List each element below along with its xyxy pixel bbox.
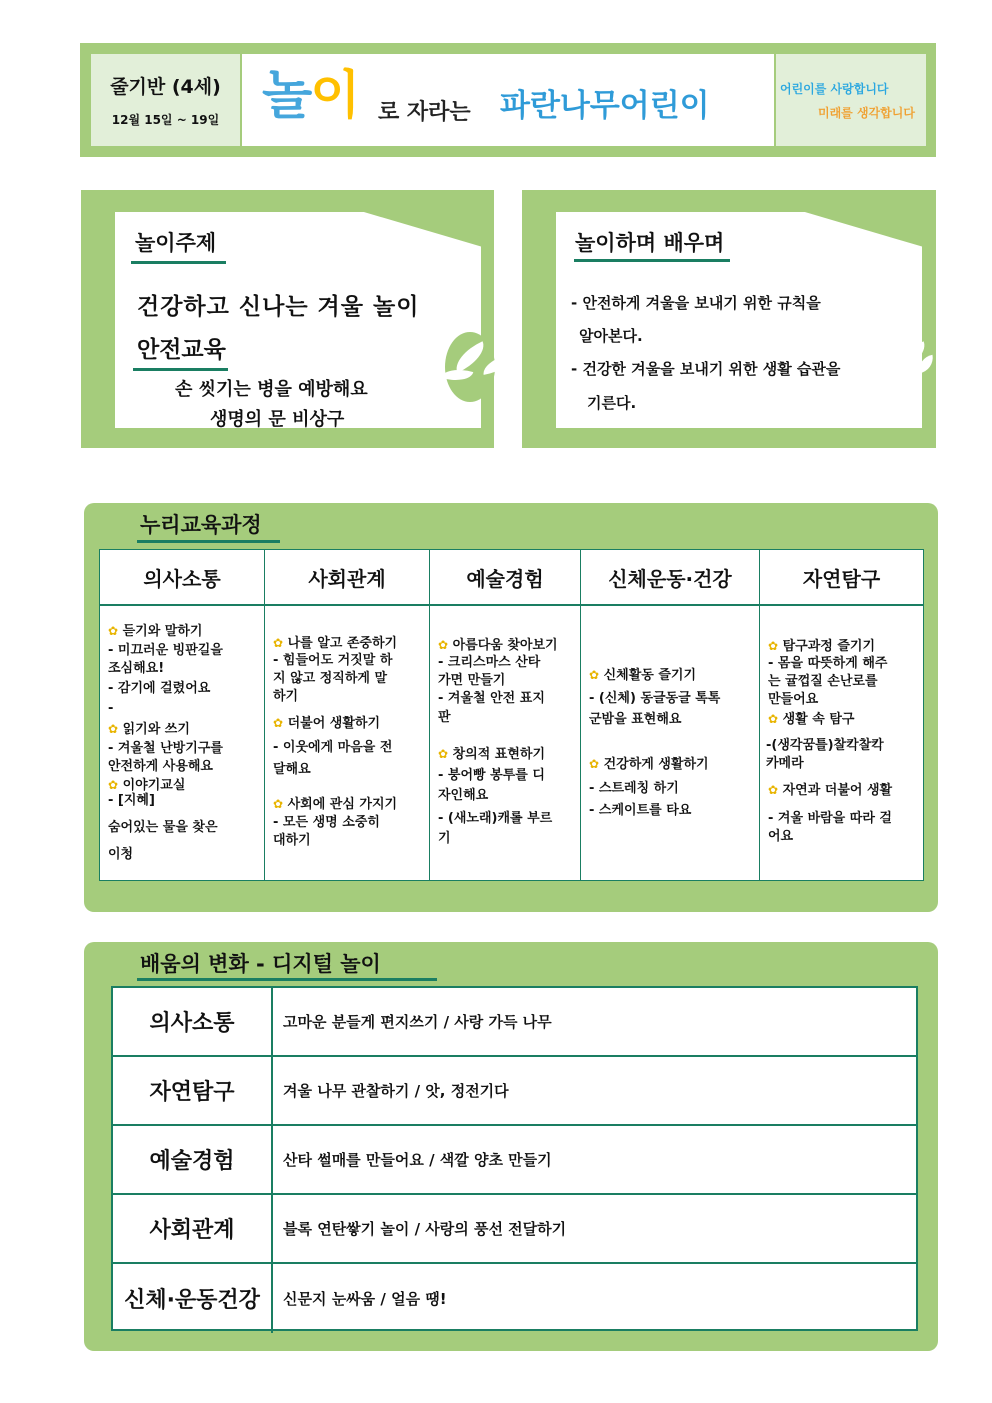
- digital-heading: 배움의 변화 - 디지털 놀이: [140, 952, 381, 976]
- nuri-col-physical: [581, 606, 760, 880]
- nuri-item: ✿ 나를 알고 존중하기: [273, 636, 398, 651]
- nuri-item: - 겨울철 난방기구를: [108, 741, 223, 756]
- theme-main: 건강하고 신나는 겨울 놀이: [137, 294, 420, 320]
- logo-accent-char: 이: [310, 66, 359, 126]
- nuri-item: -(생각꿈틀)찰칵찰칵: [766, 738, 884, 753]
- digital-category: 신체·운동건강: [113, 1264, 273, 1333]
- nuri-col-nature: [760, 606, 923, 880]
- theme-sub-underline: [133, 368, 228, 371]
- digital-activity: 겨울 나무 관찰하기 / 앗, 정전기다: [283, 1082, 509, 1100]
- nuri-item: - 이웃에게 마음을 전: [273, 740, 393, 755]
- nuri-item: - (신체) 동글동글 톡톡: [589, 691, 721, 706]
- flower-bullet-icon: ✿: [768, 783, 779, 797]
- nuri-item: 어요: [768, 829, 794, 844]
- nuri-col-header: 자연탐구: [802, 566, 881, 591]
- nuri-item: 기: [438, 831, 451, 846]
- flower-bullet-icon: ✿: [438, 747, 449, 761]
- nuri-item: - 미끄러운 빙판길을: [108, 643, 223, 658]
- nuri-item: -: [108, 701, 114, 716]
- nuri-item: - 모든 생명 소중히: [273, 815, 380, 830]
- nuri-item: ✿ 창의적 표현하기: [438, 747, 546, 762]
- nuri-col-header: 신체운동·건강: [581, 550, 760, 604]
- nuri-item: ✿ 읽기와 쓰기: [108, 722, 190, 737]
- nuri-item: ✿ 듣기와 말하기: [108, 624, 203, 639]
- nuri-item: ✿ 자연과 더불어 생활: [768, 783, 893, 798]
- nuri-col-header: 사회관계: [265, 550, 430, 604]
- digital-category: 사회관계: [113, 1195, 273, 1262]
- nuri-item: 지 않고 정직하게 말: [273, 671, 388, 686]
- nuri-item: ✿ 아름다움 찾아보기: [438, 638, 558, 653]
- nuri-item: 만들어요: [768, 692, 819, 707]
- flower-bullet-icon: ✿: [273, 636, 284, 650]
- digital-category: 의사소통: [113, 988, 273, 1055]
- nuri-item: 달해요: [273, 762, 311, 777]
- school-name: 파란나무어린이: [500, 88, 710, 124]
- nuri-item: 이청: [108, 847, 134, 862]
- motto-line-1: 어린이를 사랑합니다: [780, 82, 889, 96]
- nuri-item: - 겨울철 안전 표지: [438, 691, 545, 706]
- digital-activity: 신문지 눈싸움 / 얼음 땡!: [283, 1290, 447, 1308]
- digital-heading-underline: [137, 978, 437, 981]
- nuri-item: - 스케이트를 타요: [589, 803, 692, 818]
- digital-activity: 산타 썰매를 만들어요 / 색깔 양초 만들기: [283, 1151, 552, 1169]
- table-row: [113, 1264, 916, 1333]
- table-row: [113, 1195, 916, 1264]
- theme-heading-underline: [131, 261, 226, 264]
- nuri-item: - 몸을 따뜻하게 해주: [768, 656, 888, 671]
- theme-heading: 놀이주제: [135, 231, 217, 255]
- class-name: 줄기반 (4세): [110, 76, 221, 98]
- digital-category: 자연탐구: [113, 1057, 273, 1124]
- nuri-item: - 스트레칭 하기: [589, 781, 679, 796]
- learning-heading-underline: [574, 259, 730, 262]
- learning-line: - 안전하게 겨울을 보내기 위한 규칙을: [571, 294, 821, 312]
- nuri-table: [99, 549, 924, 881]
- theme-line-1: 손 씻기는 병을 예방해요: [175, 379, 368, 400]
- date-range: 12월 15일 ~ 19일: [111, 113, 220, 127]
- flower-bullet-icon: ✿: [589, 668, 600, 682]
- nuri-item: ✿ 신체활동 즐기기: [589, 668, 697, 683]
- nuri-col-social: [265, 606, 430, 880]
- flower-bullet-icon: ✿: [108, 778, 119, 792]
- flower-bullet-icon: ✿: [108, 624, 119, 638]
- theme-line-2: 생명의 문 비상구: [210, 409, 345, 430]
- nuri-item: 자인해요: [438, 788, 489, 803]
- logo-rest: 로 자라는: [378, 100, 471, 125]
- flower-bullet-icon: ✿: [273, 797, 284, 811]
- flower-bullet-icon: ✿: [768, 712, 779, 726]
- flower-bullet-icon: ✿: [768, 639, 779, 653]
- nuri-item: - 겨울 바람을 따라 걸: [768, 811, 892, 826]
- flower-bullet-icon: ✿: [108, 722, 119, 736]
- flower-bullet-icon: ✿: [273, 716, 284, 730]
- nuri-item: 가면 만들기: [438, 673, 506, 688]
- table-row: [113, 988, 916, 1057]
- nuri-item: ✿ 이야기교실: [108, 778, 186, 793]
- learning-line: 기른다.: [587, 394, 637, 412]
- nuri-item: 숨어있는 물을 찾은: [108, 820, 218, 835]
- learning-heading: 놀이하며 배우며: [575, 231, 725, 255]
- nuri-item: - [지혜]: [108, 793, 155, 808]
- learning-line: - 건강한 겨울을 보내기 위한 생활 습관을: [571, 360, 841, 378]
- motto-line-2: 미래를 생각합니다: [818, 106, 915, 120]
- nuri-item: 안전하게 사용해요: [108, 759, 213, 774]
- nuri-col-art: [430, 606, 581, 880]
- nuri-item: 판: [438, 710, 451, 725]
- nuri-heading: 누리교육과정: [140, 513, 262, 537]
- flower-bullet-icon: ✿: [589, 757, 600, 771]
- nuri-item: 카메라: [766, 756, 804, 771]
- digital-activity: 고마운 분들게 편지쓰기 / 사랑 가득 나무: [283, 1013, 552, 1031]
- motto-box: [776, 54, 926, 146]
- nuri-item: - (새노래)캐롤 부르: [438, 811, 553, 826]
- nuri-item: 대하기: [273, 833, 311, 848]
- nuri-item: ✿ 건강하게 생활하기: [589, 757, 709, 772]
- nuri-item: 하기: [273, 689, 299, 704]
- logo-main-char: 놀: [262, 66, 311, 126]
- nuri-item: - 힘들어도 거짓말 하: [273, 653, 393, 668]
- nuri-item: 군밤을 표현해요: [589, 712, 682, 727]
- nuri-col-header: 예술경험: [430, 550, 581, 604]
- table-row: [113, 1126, 916, 1195]
- nuri-item: 는 귤껍질 손난로를: [768, 674, 878, 689]
- nuri-item: 조심해요!: [108, 661, 165, 676]
- nuri-heading-underline: [137, 540, 280, 543]
- digital-activity: 블록 연탄쌓기 놀이 / 사랑의 풍선 전달하기: [283, 1220, 567, 1238]
- class-info-box: [91, 54, 240, 146]
- nuri-item: ✿ 더불어 생활하기: [273, 716, 381, 731]
- table-row: [113, 1057, 916, 1126]
- flower-bullet-icon: ✿: [438, 638, 449, 652]
- logo-play-word: [262, 66, 358, 126]
- nuri-item: - 붕어빵 봉투를 디: [438, 768, 545, 783]
- nuri-item: ✿ 탐구과정 즐기기: [768, 639, 876, 654]
- nuri-item: ✿ 사회에 관심 가지기: [273, 797, 398, 812]
- nuri-item: - 감기에 걸렸어요: [108, 681, 211, 696]
- nuri-col-communication: [100, 606, 265, 880]
- digital-category: 예술경험: [113, 1126, 273, 1193]
- learning-line: 알아본다.: [579, 327, 643, 345]
- digital-table: [111, 986, 918, 1331]
- nuri-item: - 크리스마스 산타: [438, 655, 541, 670]
- nuri-col-header: 의사소통: [100, 550, 265, 604]
- theme-sub: 안전교육: [137, 337, 226, 363]
- nuri-item: ✿ 생활 속 탐구: [768, 712, 855, 727]
